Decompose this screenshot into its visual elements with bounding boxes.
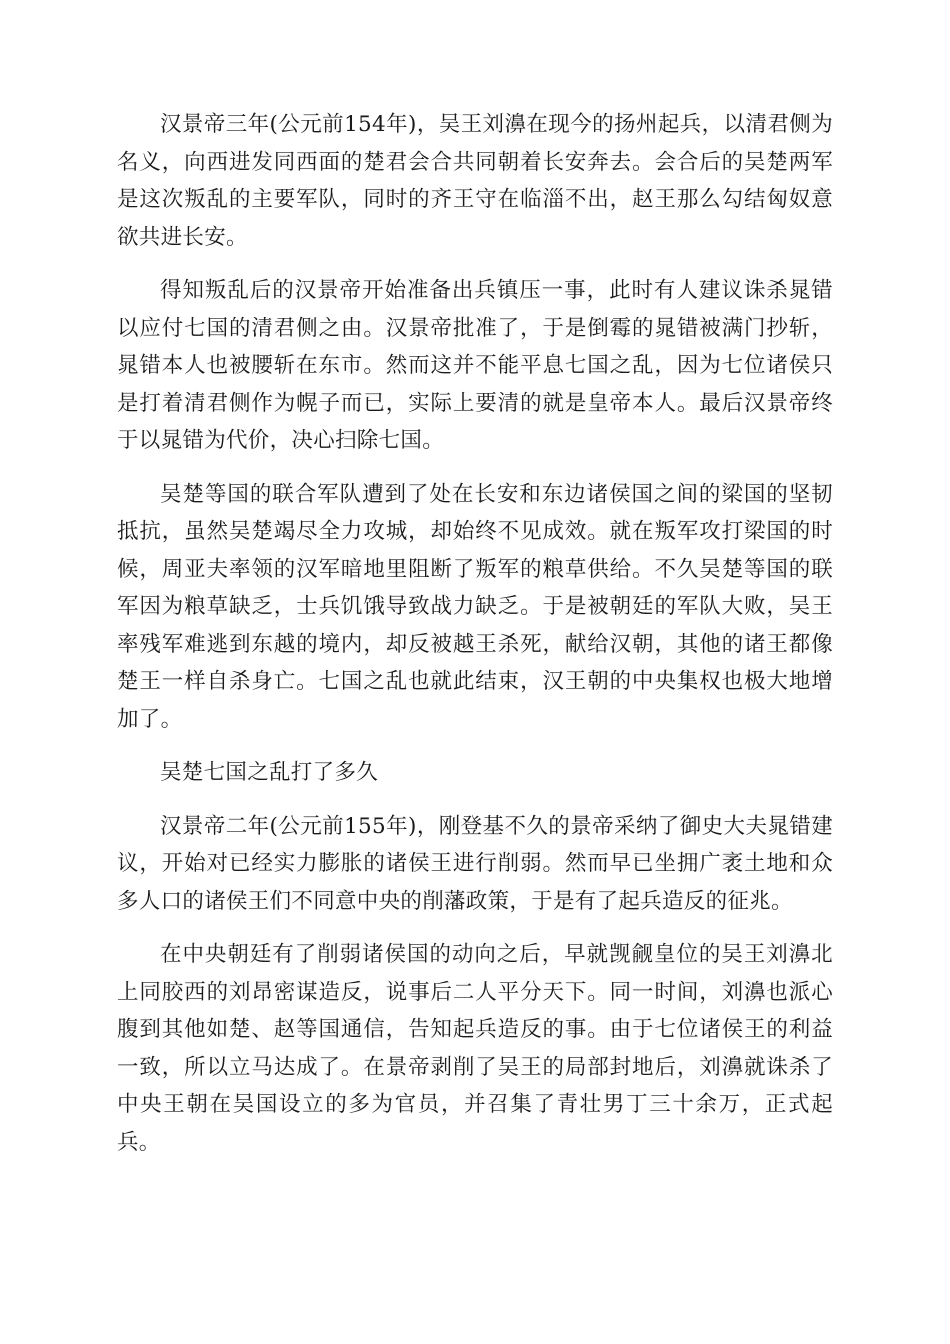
paragraph-3: 吴楚等国的联合军队遭到了处在长安和东边诸侯国之间的梁国的坚韧抵抗，虽然吴楚竭尽全力攻城，却始终不见成效。就在叛军攻打梁国的时候，周亚夫率领的汉军暗地里阻断了叛军的粮草供给。不久吴楚等国的联军因为粮草缺乏，士兵饥饿导致战力缺乏。于是被朝廷的军队大败，吴王率残军难逃到东越的境内，却反被越王杀死，献给汉朝，其他的诸王都像楚王一样自杀身亡。七国之乱也就此结束，汉王朝的中央集权也极大地增加了。 [117, 481, 833, 732]
paragraph-4: 汉景帝二年(公元前155年)，刚登基不久的景帝采纳了御史大夫晁错建议，开始对已经实力膨胀的诸侯王进行削弱。然而早已坐拥广袤土地和众多人口的诸侯王们不同意中央的削藩政策，于是有了起兵造反的征兆。 [117, 813, 833, 914]
paragraph-5: 在中央朝廷有了削弱诸侯国的动向之后，早就觊觎皇位的吴王刘濞北上同胶西的刘昂密谋造反，说事后二人平分天下。同一时间，刘濞也派心腹到其他如楚、赵等国通信，告知起兵造反的事。由于七位诸侯王的利益一致，所以立马达成了。在景帝剥削了吴王的局部封地后，刘濞就诛杀了中央王朝在吴国设立的多为官员，并召集了青壮男丁三十余万，正式起兵。 [117, 942, 833, 1155]
document-body [117, 106, 833, 1177]
paragraph-2: 得知叛乱后的汉景帝开始准备出兵镇压一事，此时有人建议诛杀晁错以应付七国的清君侧之由。汉景帝批准了，于是倒霉的晁错被满门抄斩，晁错本人也被腰斩在东市。然而这并不能平息七国之乱，因为七位诸侯只是打着清君侧作为幌子而已，实际上要清的就是皇帝本人。最后汉景帝终于以晁错为代价，决心扫除七国。 [117, 278, 833, 453]
section-heading: 吴楚七国之乱打了多久 [160, 760, 379, 785]
paragraph-1: 汉景帝三年(公元前154年)，吴王刘濞在现今的扬州起兵，以清君侧为名义，向西进发同西面的楚君会合共同朝着长安奔去。会合后的吴楚两军是这次叛乱的主要军队，同时的齐王守在临淄不出，赵王那么勾结匈奴意欲共进长安。 [117, 112, 833, 250]
